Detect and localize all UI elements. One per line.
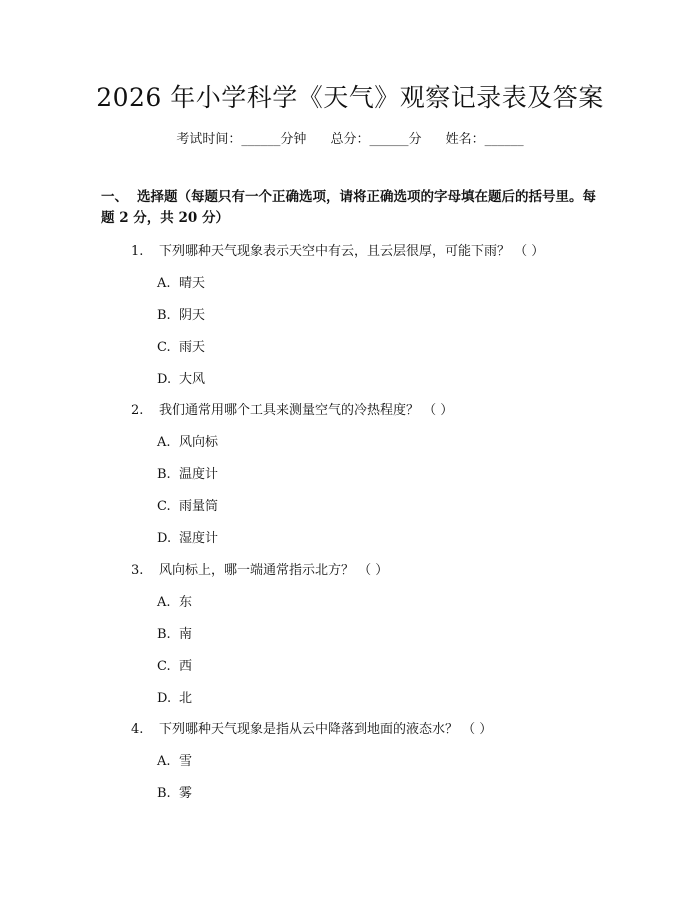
- question-4-option-a: [157, 753, 192, 771]
- question-3-option-d: [157, 690, 192, 708]
- question-3-option-c: [157, 658, 192, 676]
- option-text: 西: [179, 659, 193, 674]
- option-text: 雨量筒: [179, 499, 219, 514]
- option-letter: D.: [157, 531, 172, 546]
- option-letter: C.: [157, 499, 171, 514]
- question-number: 2.: [131, 403, 144, 418]
- option-text: 温度计: [179, 467, 219, 482]
- total-score: 总分：______分: [330, 132, 422, 147]
- option-letter: A.: [157, 276, 171, 291]
- option-letter: A.: [157, 754, 171, 769]
- option-letter: C.: [157, 340, 171, 355]
- question-2: [131, 402, 453, 420]
- question-3: [131, 562, 388, 580]
- option-letter: A.: [157, 595, 171, 610]
- option-text: 阴天: [179, 308, 206, 323]
- option-letter: B.: [157, 308, 171, 323]
- option-letter: C.: [157, 659, 171, 674]
- question-2-option-b: [157, 466, 218, 484]
- question-number: 1.: [131, 244, 144, 259]
- question-2-option-a: [157, 434, 218, 452]
- option-letter: D.: [157, 691, 172, 706]
- section-number: 一、: [101, 189, 128, 205]
- section-heading: [101, 187, 601, 229]
- question-text: 下列哪种天气现象是指从云中降落到地面的液态水？ （ ）: [159, 722, 493, 737]
- option-text: 雨天: [179, 340, 206, 355]
- exam-meta: [0, 131, 700, 149]
- option-text: 东: [179, 595, 193, 610]
- option-text: 风向标: [179, 435, 219, 450]
- option-text: 湿度计: [179, 531, 219, 546]
- question-number: 4.: [131, 722, 144, 737]
- question-3-option-b: [157, 626, 192, 644]
- question-1: [131, 243, 544, 261]
- option-letter: B.: [157, 627, 171, 642]
- question-3-option-a: [157, 594, 192, 612]
- question-2-option-d: [157, 530, 218, 548]
- section-instructions: 选择题（每题只有一个正确选项，请将正确选项的字母填在题后的括号里。每题 2 分，共 20 分）: [101, 189, 596, 226]
- question-2-option-c: [157, 498, 218, 516]
- option-text: 北: [179, 691, 193, 706]
- question-text: 下列哪种天气现象表示天空中有云，且云层很厚，可能下雨？ （ ）: [159, 244, 545, 259]
- question-1-option-b: [157, 307, 205, 325]
- question-1-option-a: [157, 275, 205, 293]
- option-letter: D.: [157, 372, 172, 387]
- question-text: 我们通常用哪个工具来测量空气的冷热程度？ （ ）: [159, 403, 454, 418]
- option-text: 晴天: [179, 276, 206, 291]
- option-letter: A.: [157, 435, 171, 450]
- question-4-option-b: [157, 785, 192, 803]
- question-4: [131, 721, 492, 739]
- student-name: 姓名：______: [445, 132, 524, 147]
- exam-time: 考试时间：______分钟: [176, 132, 307, 147]
- option-text: 雾: [179, 786, 193, 801]
- option-text: 南: [179, 627, 193, 642]
- option-letter: B.: [157, 786, 171, 801]
- question-1-option-d: [157, 371, 205, 389]
- option-text: 大风: [179, 372, 206, 387]
- question-text: 风向标上，哪一端通常指示北方？ （ ）: [159, 563, 389, 578]
- question-number: 3.: [131, 563, 144, 578]
- option-letter: B.: [157, 467, 171, 482]
- question-1-option-c: [157, 339, 205, 357]
- page-title: 2026 年小学科学《天气》观察记录表及答案: [96, 83, 604, 112]
- option-text: 雪: [179, 754, 193, 769]
